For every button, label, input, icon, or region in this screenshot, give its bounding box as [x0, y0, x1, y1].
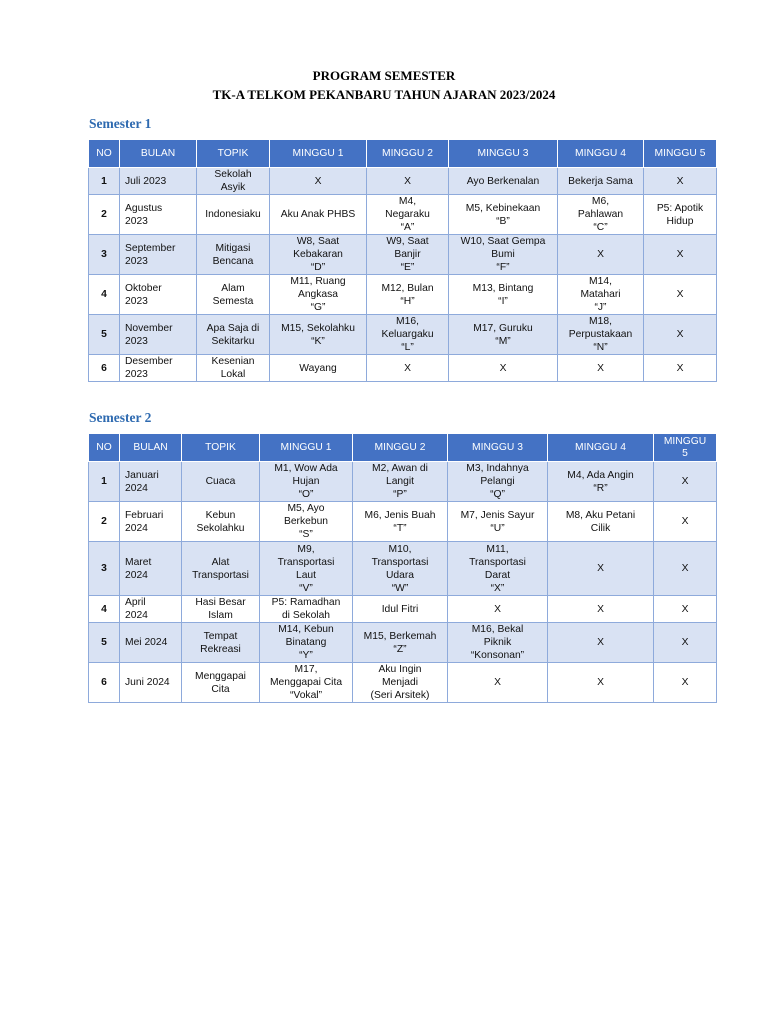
cell-no: 6	[89, 355, 120, 382]
cell-minggu-5: X	[644, 355, 717, 382]
cell-bulan: Agustus 2023	[120, 195, 197, 235]
cell-minggu-3: W10, Saat Gempa Bumi “F”	[449, 235, 558, 275]
cell-minggu-4: M6, Pahlawan “C”	[558, 195, 644, 235]
cell-minggu-3: M13, Bintang “I”	[449, 275, 558, 315]
cell-topik: Tempat Rekreasi	[182, 623, 260, 663]
table-row	[89, 315, 717, 355]
cell-minggu-2: M6, Jenis Buah “T”	[353, 502, 448, 542]
table-row	[89, 462, 717, 502]
cell-minggu-4: M18, Perpustakaan “N”	[558, 315, 644, 355]
cell-minggu-5: X	[654, 663, 717, 703]
semester-1-heading: Semester 1	[89, 116, 152, 131]
cell-topik: Indonesiaku	[197, 195, 270, 235]
cell-topik: Sekolah Asyik	[197, 168, 270, 195]
semester-1-table	[88, 139, 717, 382]
cell-minggu-2: M16, Keluargaku “L”	[367, 315, 449, 355]
cell-bulan: Juni 2024	[120, 663, 182, 703]
cell-minggu-3: X	[448, 596, 548, 623]
cell-minggu-1: M17, Menggapai Cita “Vokal”	[260, 663, 353, 703]
cell-minggu-5: X	[654, 542, 717, 596]
cell-minggu-3: M11, Transportasi Darat “X”	[448, 542, 548, 596]
cell-minggu-2: M4, Negaraku “A”	[367, 195, 449, 235]
cell-bulan: Maret 2024	[120, 542, 182, 596]
cell-minggu-5: X	[654, 596, 717, 623]
cell-minggu-2: M10, Transportasi Udara “W”	[353, 542, 448, 596]
cell-minggu-5: X	[654, 502, 717, 542]
table-row	[89, 275, 717, 315]
cell-minggu-3: M7, Jenis Sayur “U”	[448, 502, 548, 542]
cell-minggu-1: M14, Kebun Binatang “Y”	[260, 623, 353, 663]
cell-topik: Menggapai Cita	[182, 663, 260, 703]
cell-minggu-4: Bekerja Sama	[558, 168, 644, 195]
header-minggu-5: MINGGU 5	[654, 434, 717, 462]
cell-no: 6	[89, 663, 120, 703]
header-minggu-3: MINGGU 3	[449, 140, 558, 168]
cell-topik: Cuaca	[182, 462, 260, 502]
cell-topik: Kebun Sekolahku	[182, 502, 260, 542]
cell-minggu-2: M15, Berkemah “Z”	[353, 623, 448, 663]
cell-no: 4	[89, 596, 120, 623]
table-row	[89, 663, 717, 703]
cell-minggu-4: X	[548, 596, 654, 623]
cell-topik: Kesenian Lokal	[197, 355, 270, 382]
cell-minggu-3: M16, Bekal Piknik “Konsonan”	[448, 623, 548, 663]
cell-minggu-5: X	[644, 168, 717, 195]
cell-minggu-5: X	[654, 623, 717, 663]
cell-minggu-1: P5: Ramadhan di Sekolah	[260, 596, 353, 623]
cell-minggu-5: X	[654, 462, 717, 502]
cell-minggu-1: Wayang	[270, 355, 367, 382]
cell-minggu-5: X	[644, 235, 717, 275]
cell-no: 5	[89, 315, 120, 355]
header-bulan: BULAN	[120, 140, 197, 168]
cell-minggu-1: M15, Sekolahku “K”	[270, 315, 367, 355]
cell-topik: Alam Semesta	[197, 275, 270, 315]
cell-minggu-1: W8, Saat Kebakaran “D”	[270, 235, 367, 275]
cell-minggu-1: X	[270, 168, 367, 195]
cell-bulan: Juli 2023	[120, 168, 197, 195]
cell-minggu-2: Aku Ingin Menjadi (Seri Arsitek)	[353, 663, 448, 703]
cell-minggu-3: X	[448, 663, 548, 703]
header-topik: TOPIK	[182, 434, 260, 462]
cell-minggu-2: X	[367, 355, 449, 382]
cell-minggu-4: M4, Ada Angin “R”	[548, 462, 654, 502]
cell-no: 3	[89, 235, 120, 275]
cell-minggu-4: X	[558, 235, 644, 275]
semester-2-heading: Semester 2	[89, 410, 152, 425]
cell-topik: Alat Transportasi	[182, 542, 260, 596]
cell-minggu-2: Idul Fitri	[353, 596, 448, 623]
table-header-row	[89, 140, 717, 168]
cell-minggu-2: W9, Saat Banjir “E”	[367, 235, 449, 275]
cell-no: 2	[89, 195, 120, 235]
header-minggu-2: MINGGU 2	[367, 140, 449, 168]
cell-no: 2	[89, 502, 120, 542]
table-row	[89, 355, 717, 382]
cell-topik: Apa Saja di Sekitarku	[197, 315, 270, 355]
table-row	[89, 596, 717, 623]
cell-minggu-1: M1, Wow Ada Hujan “O”	[260, 462, 353, 502]
header-no: NO	[89, 140, 120, 168]
header-minggu-1: MINGGU 1	[270, 140, 367, 168]
document-title: PROGRAM SEMESTER	[312, 68, 456, 83]
header-minggu-4: MINGGU 4	[558, 140, 644, 168]
cell-bulan: September 2023	[120, 235, 197, 275]
header-minggu-3: MINGGU 3	[448, 434, 548, 462]
cell-minggu-1: M9, Transportasi Laut “V”	[260, 542, 353, 596]
table-header-row	[89, 434, 717, 462]
header-topik: TOPIK	[197, 140, 270, 168]
cell-bulan: Oktober 2023	[120, 275, 197, 315]
cell-bulan: Desember 2023	[120, 355, 197, 382]
cell-minggu-3: M3, Indahnya Pelangi “Q”	[448, 462, 548, 502]
table-row	[89, 502, 717, 542]
header-minggu-2: MINGGU 2	[353, 434, 448, 462]
cell-minggu-4: X	[548, 663, 654, 703]
document-subtitle: TK-A TELKOM PEKANBARU TAHUN AJARAN 2023/2024	[212, 87, 556, 102]
table-row	[89, 235, 717, 275]
cell-minggu-2: M12, Bulan “H”	[367, 275, 449, 315]
cell-minggu-3: M17, Guruku “M”	[449, 315, 558, 355]
cell-bulan: November 2023	[120, 315, 197, 355]
cell-minggu-1: Aku Anak PHBS	[270, 195, 367, 235]
table-row	[89, 195, 717, 235]
cell-bulan: Januari 2024	[120, 462, 182, 502]
semester-2-table	[88, 433, 717, 703]
header-minggu-4: MINGGU 4	[548, 434, 654, 462]
header-bulan: BULAN	[120, 434, 182, 462]
cell-topik: Mitigasi Bencana	[197, 235, 270, 275]
cell-bulan: Mei 2024	[120, 623, 182, 663]
cell-no: 1	[89, 462, 120, 502]
cell-no: 4	[89, 275, 120, 315]
table-row	[89, 542, 717, 596]
header-no: NO	[89, 434, 120, 462]
cell-minggu-4: M14, Matahari “J”	[558, 275, 644, 315]
table-row	[89, 168, 717, 195]
cell-bulan: Februari 2024	[120, 502, 182, 542]
cell-minggu-2: X	[367, 168, 449, 195]
cell-minggu-1: M5, Ayo Berkebun “S”	[260, 502, 353, 542]
cell-bulan: April 2024	[120, 596, 182, 623]
cell-minggu-1: M11, Ruang Angkasa “G”	[270, 275, 367, 315]
cell-no: 1	[89, 168, 120, 195]
header-minggu-1: MINGGU 1	[260, 434, 353, 462]
cell-minggu-2: M2, Awan di Langit “P”	[353, 462, 448, 502]
cell-minggu-3: X	[449, 355, 558, 382]
table-row	[89, 623, 717, 663]
cell-minggu-5: X	[644, 315, 717, 355]
cell-minggu-5: P5: Apotik Hidup	[644, 195, 717, 235]
cell-minggu-4: X	[548, 623, 654, 663]
cell-minggu-4: X	[548, 542, 654, 596]
cell-no: 3	[89, 542, 120, 596]
cell-minggu-4: M8, Aku Petani Cilik	[548, 502, 654, 542]
cell-minggu-3: M5, Kebinekaan “B”	[449, 195, 558, 235]
cell-minggu-3: Ayo Berkenalan	[449, 168, 558, 195]
header-minggu-5: MINGGU 5	[644, 140, 717, 168]
cell-topik: Hasi Besar Islam	[182, 596, 260, 623]
cell-minggu-5: X	[644, 275, 717, 315]
cell-minggu-4: X	[558, 355, 644, 382]
cell-no: 5	[89, 623, 120, 663]
